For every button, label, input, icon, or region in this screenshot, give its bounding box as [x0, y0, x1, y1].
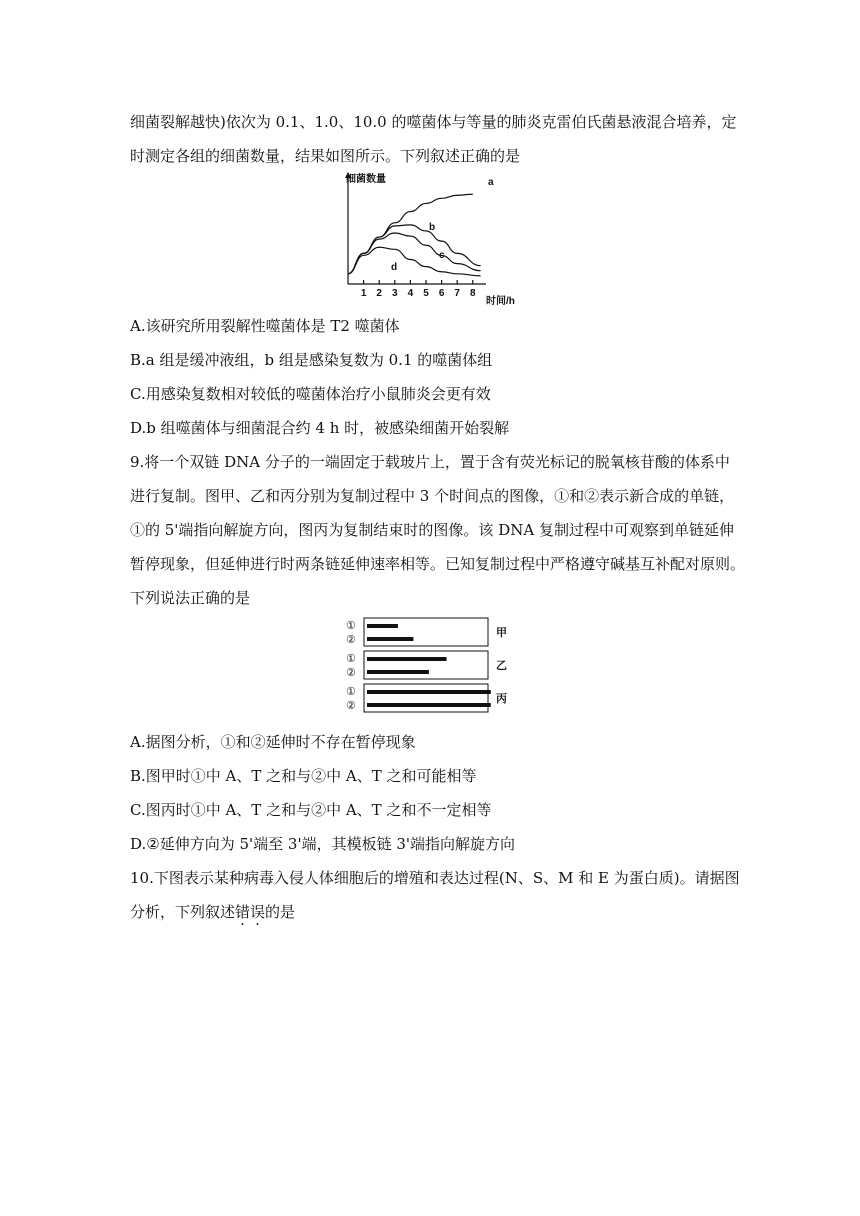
chart-x-label: 时间/h — [486, 296, 515, 307]
q10-emphasis-char-1: 错 — [235, 903, 251, 921]
q9-stem-line2: 进行复制。图甲、乙和丙分别为复制过程中 3 个时间点的图像，①和②表示新合成的单链， — [130, 487, 735, 505]
q10-stem-line2 — [130, 902, 295, 922]
chart-x-tick-label: 2 — [376, 288, 382, 299]
q9-option-a: A.据图分析，①和②延伸时不存在暂停现象 — [130, 733, 416, 751]
strand-1-bar — [367, 690, 491, 694]
dna-panel-label: 甲 — [496, 626, 507, 639]
dna-panel-box — [364, 684, 488, 712]
strand-2-bar — [367, 637, 413, 641]
q9-stem-line4: 暂停现象，但延伸进行时两条链延伸速率相等。已知复制过程中严格遵守碱基互补配对原则。 — [130, 555, 746, 573]
dna-panel-label: 丙 — [496, 692, 507, 705]
chart-series-label-b: b — [429, 222, 436, 233]
q9-stem-line5: 下列说法正确的是 — [130, 589, 251, 607]
strand-1-marker: ① — [346, 685, 356, 698]
q9-stem-line3: ①的 5'端指向解旋方向，图丙为复制结束时的图像。该 DNA 复制过程中可观察到单链延伸 — [130, 521, 734, 539]
strand-2-bar — [367, 703, 491, 707]
chart-series-label-d: d — [391, 262, 398, 273]
q10-emphasis-char-2: 误 — [250, 903, 266, 921]
chart-series-b — [348, 225, 481, 274]
chart-x-tick-label: 3 — [392, 288, 398, 299]
q9-option-b: B.图甲时①中 A、T 之和与②中 A、T 之和可能相等 — [130, 767, 477, 785]
strand-2-bar — [367, 670, 429, 674]
q10-stem-prefix: 分析，下列叙述 — [130, 903, 236, 921]
q8-option-c: C.用感染复数相对较低的噬菌体治疗小鼠肺炎会更有效 — [130, 385, 491, 403]
dna-replication-figure — [344, 616, 520, 716]
q8-option-b: B.a 组是缓冲液组，b 组是感染复数为 0.1 的噬菌体组 — [130, 351, 493, 369]
chart-series-label-c: c — [439, 250, 445, 261]
chart-x-tick-label: 7 — [454, 288, 460, 299]
strand-1-marker: ① — [346, 619, 356, 632]
strand-2-marker: ② — [346, 699, 356, 712]
chart-series-label-a: a — [488, 177, 494, 188]
q9-option-d: D.②延伸方向为 5'端至 3'端，其模板链 3'端指向解旋方向 — [130, 835, 516, 853]
q8-option-a: A.该研究所用裂解性噬菌体是 T2 噬菌体 — [130, 317, 400, 335]
dna-panel-label: 乙 — [496, 659, 507, 672]
chart-x-tick-label: 1 — [360, 288, 367, 299]
strand-1-marker: ① — [346, 652, 356, 665]
q10-stem-line1: 10.下图表示某种病毒入侵人体细胞后的增殖和表达过程(N、S、M 和 E 为蛋白质)。请据图 — [130, 869, 740, 887]
chart-series-a — [348, 194, 473, 274]
bacteria-growth-chart — [336, 168, 516, 308]
chart-x-tick-label: 4 — [407, 288, 414, 299]
q8-option-d: D.b 组噬菌体与细菌混合约 4 h 时，被感染细菌开始裂解 — [130, 419, 510, 437]
chart-x-tick-label: 6 — [438, 288, 445, 299]
q9-option-c: C.图丙时①中 A、T 之和与②中 A、T 之和不一定相等 — [130, 801, 492, 819]
strand-1-bar — [367, 657, 447, 661]
strand-2-marker: ② — [346, 633, 356, 646]
q9-stem-line1: 9.将一个双链 DNA 分子的一端固定于载玻片上，置于含有荧光标记的脱氧核苷酸的体系中 — [130, 453, 730, 471]
q10-stem-suffix: 的是 — [265, 903, 296, 921]
dna-panel-box — [364, 651, 488, 679]
strand-1-bar — [367, 624, 398, 628]
chart-x-tick-label: 5 — [423, 288, 429, 299]
strand-2-marker: ② — [346, 666, 356, 679]
chart-y-label: 细菌数量 — [346, 174, 386, 185]
chart-x-tick-label: 8 — [470, 288, 476, 299]
dna-panel-box — [364, 618, 488, 646]
q8-stem-line1: 细菌裂解越快)依次为 0.1、1.0、10.0 的噬菌体与等量的肺炎克雷伯氏菌悬液混合培养，定 — [130, 113, 737, 131]
q8-stem-line2: 时测定各组的细菌数量，结果如图所示。下列叙述正确的是 — [130, 147, 521, 165]
